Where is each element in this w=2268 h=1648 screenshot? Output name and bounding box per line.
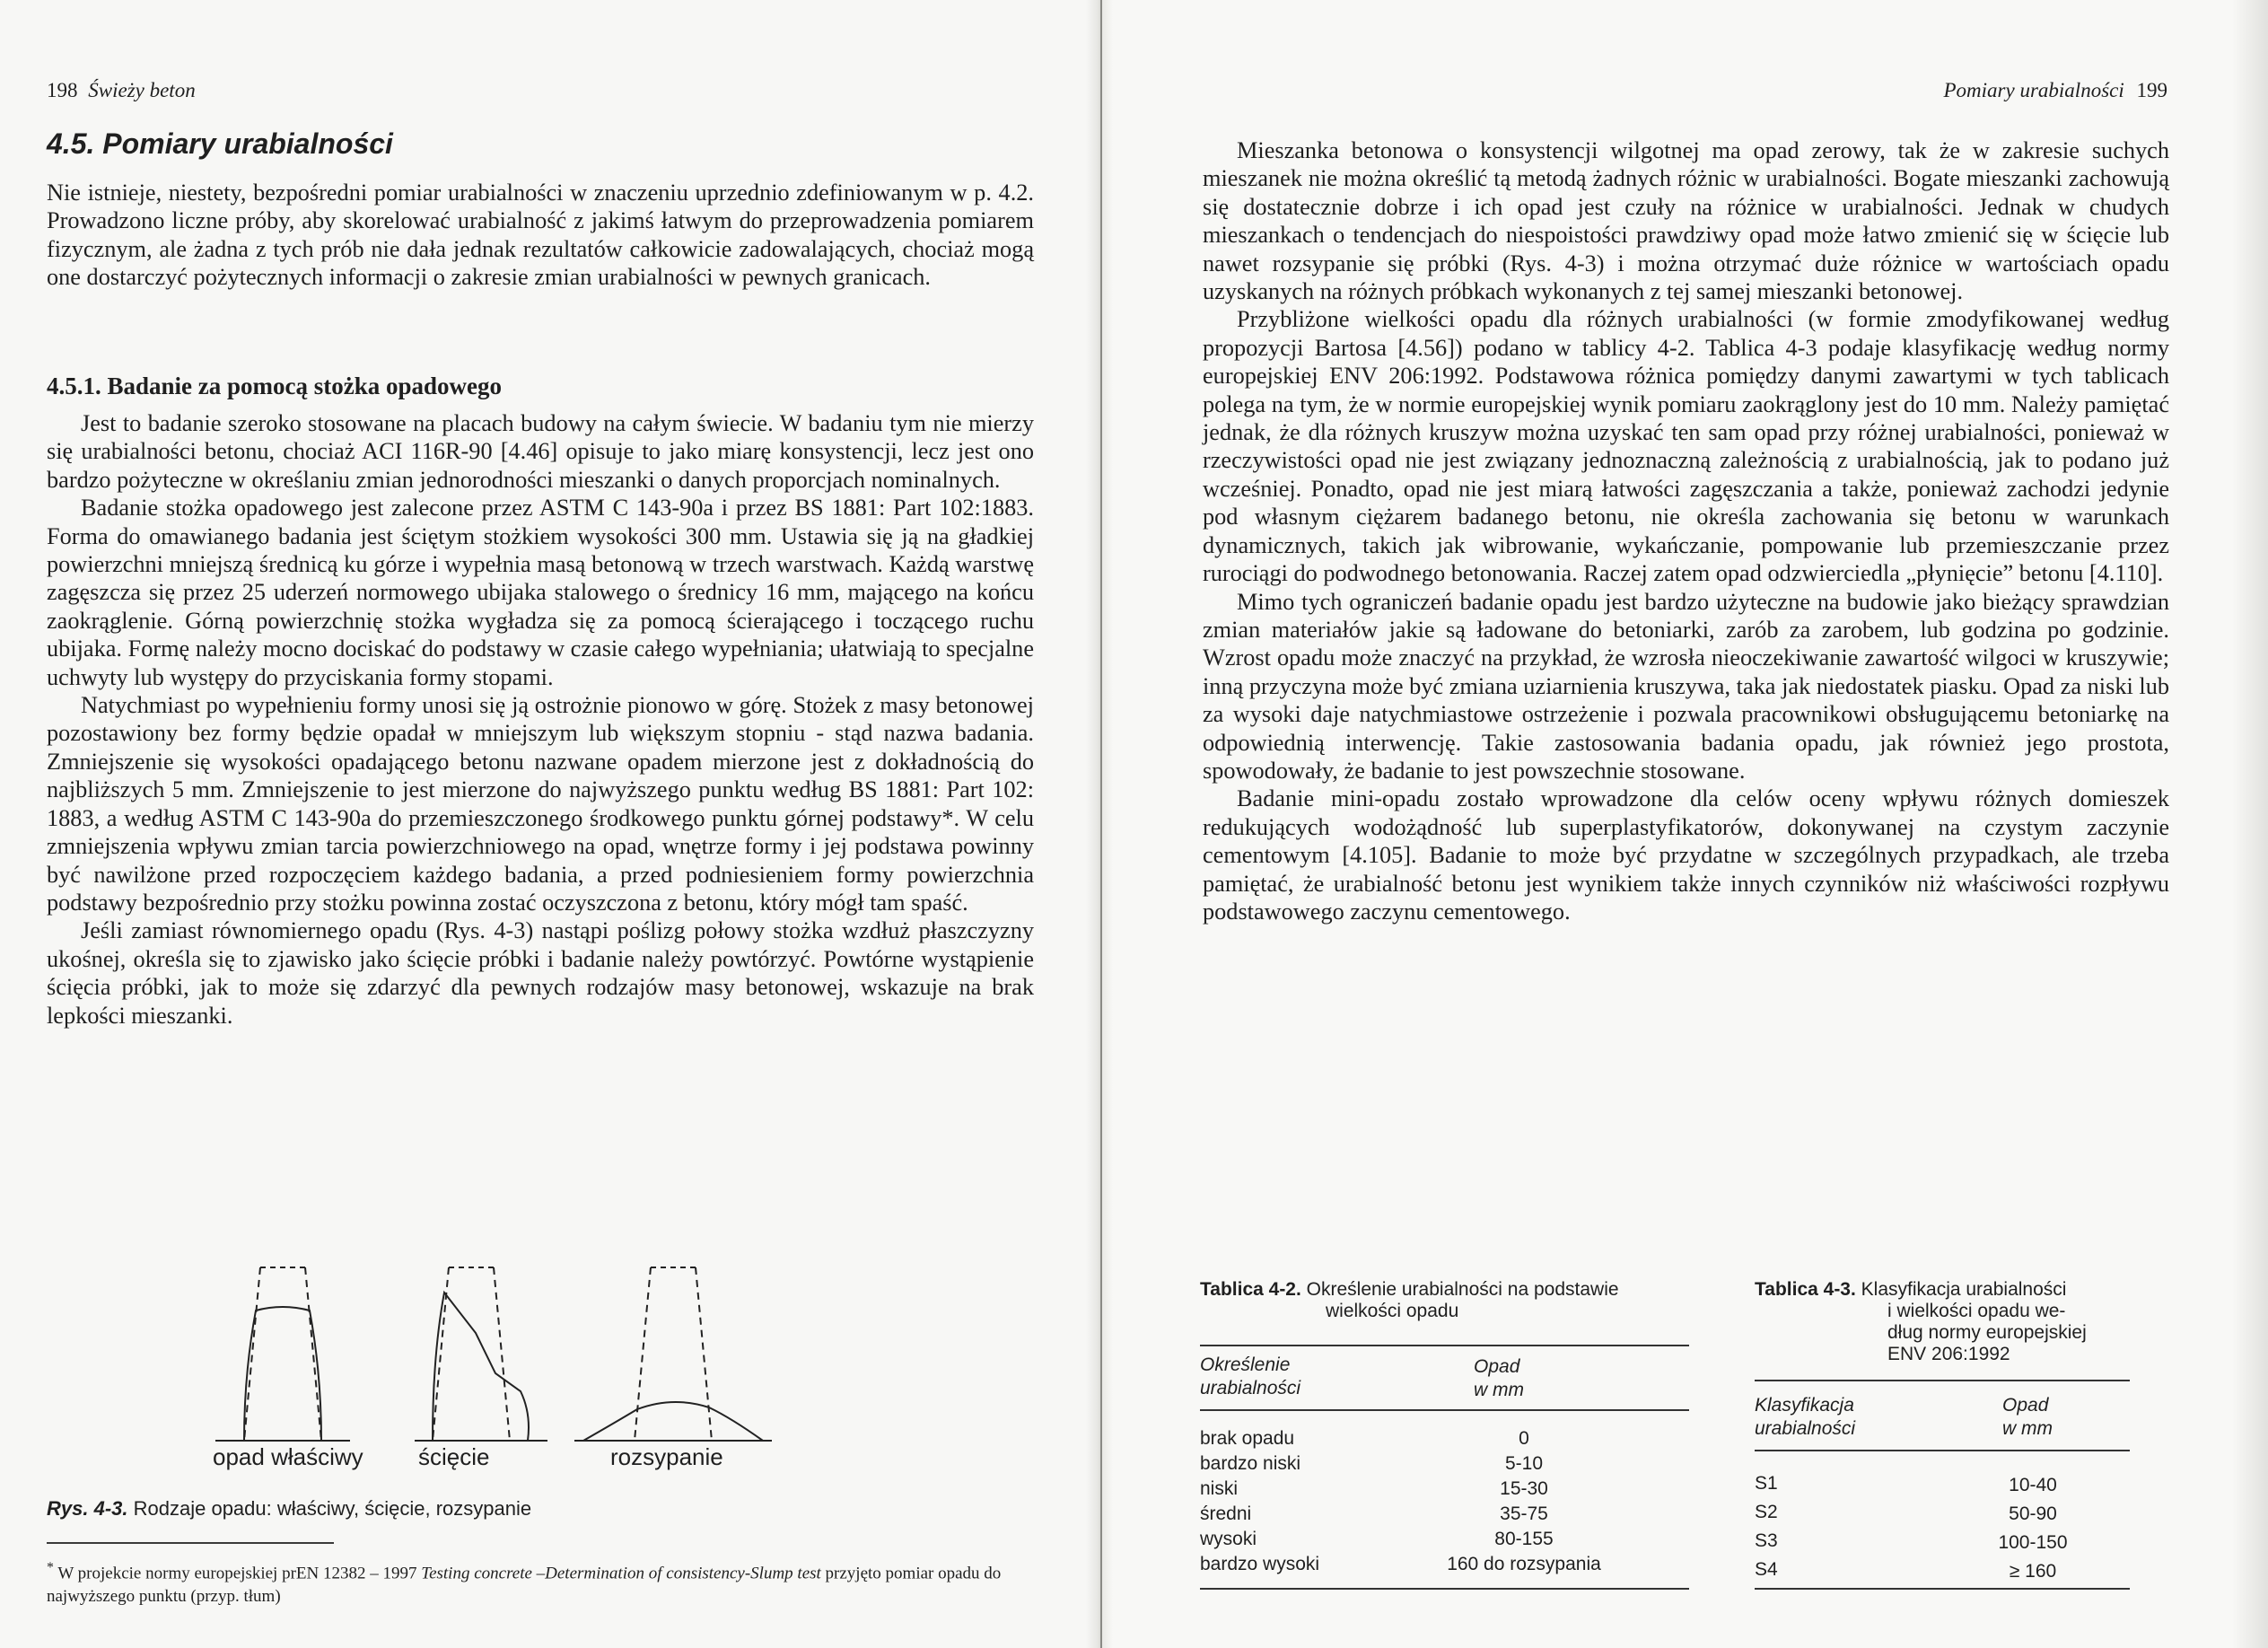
left-paragraph: Natychmiast po wypełnieniu formy unosi się ją ostrożnie pionowo w górę. Stożek z masy betonowej pozostawiony bez formy będzie opadał w mniejszym lub większym stopniu - stąd nazwa badania. Zmniejszenie się wysokości opadającego betonu nazwane opadem mierzone jest z dokładnością do najbliższych 5 mm. Zmniejszenie to jest mierzone do najwyższego punktu według BS 1881: Part 102: 1883, a według ASTM C 143-90a do przemieszczonego środkowego punktu górnej podstawy*. W celu zmniejszenia wpływu zmian tarcia powierzchniowego na opad, wnętrze formy i jej podstawa powinny być nawilżone przed rozpoczęciem każdego badania, a przed podniesieniem formy powierzchnia podstawy bezpośrednio przy stożku powinna zostać oczyszczona z betonu, który mógł tam spaść. (47, 692, 1034, 916)
table-4-3-bottom-rule (1755, 1588, 2130, 1590)
table-4-2-row-name: wysoki (1200, 1529, 1257, 1549)
figure-caption (47, 1497, 531, 1521)
table-4-3-col1-header: urabialności (1755, 1418, 1856, 1439)
book-spine-line (1100, 0, 1102, 1648)
right-paragraph: Mimo tych ograniczeń badanie opadu jest bardzo użyteczne na budowie jako bieżący sprawdzian zmian materiałów jakie są ładowane do betoniarki, zarób za zarobem, lub godzina po godzinie. Wzrost opadu może znaczyć na przykład, że wzrosła nieoczekiwanie zawartość wilgoci w kruszywie; inną przyczyna może być zmiana uziarnienia kruszywa, taka jak niedostatek piasku. Opad za niski lub za wysoki daje natychmiastowe ostrzeżenie i pozwala pracownikowi obsługującemu betoniarkę na odpowiednią interwencję. Takie zastosowania badania opadu, jak również jego prostota, spowodowały, że badanie to jest powszechnie stosowane. (1203, 588, 2169, 784)
table-4-2-col2-header: w mm (1474, 1380, 1524, 1400)
subsection-heading: 4.5.1. Badanie za pomocą stożka opadowego (47, 373, 503, 399)
right-page (1099, 0, 2268, 1648)
table-4-2-col1-header: urabialności (1200, 1378, 1301, 1398)
slump-types-figure (206, 1257, 781, 1463)
table-4-2-row-name: brak opadu (1200, 1428, 1295, 1449)
table-4-2-row-name: niski (1200, 1478, 1239, 1499)
footnote-mark: * (47, 1560, 54, 1575)
table-4-3-row-name: S1 (1755, 1473, 1778, 1494)
footnote-standard-title: Testing concrete –Determination of consistency-Slump test (421, 1564, 821, 1583)
table-4-3-row-value: 10-40 (2009, 1475, 2057, 1495)
footnote-rule (47, 1542, 334, 1544)
right-paragraph: Badanie mini-opadu zostało wprowadzone dla celów oceny wpływu różnych domieszek redukujących wodożądność lub superplastyfikatorów, dokonywanej na czystym zaczynie cementowym [4.105]. Badanie to może być przydatne w szczególnych przypadkach, ale trzeba pamiętać, że urabialność betonu jest wynikiem także innych czynników niż właściwości rozpływu podstawowego zaczynu cementowego. (1203, 785, 2169, 925)
footnote: * W projekcie normy europejskiej prEN 12382 – 1997 Testing concrete –Determination of consistency-Slump test przyjęto pomiar opadu do najwyższego punktu (przyp. tłum) (47, 1560, 1002, 1607)
table-4-2-row-value: 5-10 (1504, 1453, 1544, 1474)
table-4-2 (1200, 1279, 1689, 1602)
table-4-3-row-value: 100-150 (1998, 1532, 2068, 1553)
right-page-number: 199 (2136, 79, 2167, 101)
collapse-slump-drawing (574, 1267, 772, 1441)
page-edge-shade (2232, 0, 2268, 1648)
table-4-3-row-name: S2 (1755, 1502, 1778, 1522)
table-4-3-row-name: S4 (1755, 1559, 1778, 1580)
left-paragraph: Jeśli zamiast równomiernego opadu (Rys. 4-3) nastąpi poślizg połowy stożka wzdłuż płaszczyzny ukośnej, określa się to zjawisko jako ścięcie próbki i badanie należy powtórzyć. Powtórne wystąpienie ścięcia próbki, jak to może się zdarzyć dla pewnych rodzajów masy betonowej, wskazuje na brak lepkości mieszanki. (47, 917, 1034, 1029)
table-4-2-row-value: 35-75 (1500, 1503, 1548, 1524)
left-page-number: 198 (47, 79, 78, 101)
figure-label-shear: ścięcie (418, 1443, 490, 1470)
table-4-3-row-value: 50-90 (2009, 1503, 2057, 1524)
table-4-2-title: Tablica 4-2. Określenie urabialności na podstawie wielkości opadu (1200, 1279, 1619, 1321)
left-running-header (47, 79, 196, 102)
table-4-2-col1-header: Określenie (1200, 1354, 1291, 1375)
left-page (0, 0, 1099, 1648)
intro-paragraph: Nie istnieje, niestety, bezpośredni pomiar urabialności w znaczeniu uprzednio zdefiniowanym w p. 4.2. Prowadzono liczne próby, aby skorelować urabialność z jakimś łatwym do przeprowadzenia pomiarem fizycznym, ale żadna z tych prób nie dała jednak rezultatów całkowicie zadowalających, chociaż mogą one dostarczyć pożytecznych informacji o zakresie zmian urabialności w pewnych granicach. (47, 180, 1034, 291)
left-paragraph: Badanie stożka opadowego jest zalecone przez ASTM C 143-90a i przez BS 1881: Part 102:1883. Forma do omawianego badania jest ściętym stożkiem wysokości 300 mm. Ustawia się ją na gładkiej powierzchni mniejszą średnicą ku górze i wypełnia masą betonową w trzech warstwach. Każdą warstwę zagęszcza się przez 25 uderzeń normowego ubijaka stalowego o średnicy 16 mm, mającego na końcu zaokrąglenie. Górną powierzchnię stożka wygładza się za pomocą ścierającego i toczącego ruchu ubijaka. Formę należy mocno dociskać do podstawy w czasie całego wypełniania; ułatwiają to specjalne uchwyty lub występy do przyciskania formy stopami. (47, 495, 1034, 690)
table-4-3-top-rule (1755, 1380, 2130, 1381)
shear-slump-drawing (415, 1267, 547, 1441)
table-4-3-row-value: ≥ 160 (2009, 1561, 2057, 1582)
table-4-2-row-value: 0 (1519, 1428, 1529, 1449)
right-body-text (1203, 136, 2169, 925)
left-header-title: Świeży beton (88, 79, 196, 101)
table-4-3-col2-header: Opad (2002, 1395, 2049, 1416)
figure-label-true: opad właściwy (213, 1443, 363, 1470)
table-4-3-header-rule (1755, 1450, 2130, 1451)
figure-caption-text: Rodzaje opadu: właściwy, ścięcie, rozsypanie (133, 1497, 532, 1520)
table-4-2-row-value: 15-30 (1500, 1478, 1548, 1499)
table-4-3-title: Tablica 4-3. Klasyfikacja urabialności i wielkości opadu we- dług normy europejskiej ENV 206:1992 (1755, 1279, 2087, 1364)
table-4-3-row-name: S3 (1755, 1530, 1778, 1551)
table-4-2-row-name: bardzo niski (1200, 1453, 1301, 1474)
right-header-title: Pomiary urabialności (1943, 79, 2124, 101)
table-4-2-header-rule (1200, 1409, 1689, 1411)
true-slump-drawing (215, 1267, 350, 1441)
figure-label-collapse: rozsypanie (610, 1443, 723, 1470)
table-4-3-col1-header: Klasyfikacja (1755, 1395, 1854, 1416)
right-paragraph: Mieszanka betonowa o konsystencji wilgotnej ma opad zerowy, tak że w zakresie suchych mieszanek nie można określić tą metodą żadnych różnic w urabialności. Bogate mieszanki zachowują się dostatecznie dobrze i ich opad jest czuły na różnice w urabialności. Jednak w chudych mieszankach o tendencjach do niespoistości prawdziwy opad może łatwo zmienić się w ścięcie lub nawet rozsypanie się próbki (Rys. 4-3) i można otrzymać duże różnice w wartościach opadu uzyskanych na różnych próbkach wykonanych z tej samej mieszanki betonowej. (1203, 137, 2169, 305)
left-paragraph: Jest to badanie szeroko stosowane na placach budowy na całym świecie. W badaniu tym nie mierzy się urabialności betonu, chociaż ACI 116R-90 [4.46] opisuje to jako miarę konsystencji, lecz jest ono bardzo pożyteczne w określaniu zmian jednorodności mieszanki o danych proporcjach nominalnych. (47, 410, 1034, 493)
left-body-text (47, 409, 1034, 1030)
section-heading: 4.5. Pomiary urabialności (47, 127, 393, 160)
figure-caption-label: Rys. 4-3. (47, 1497, 128, 1520)
table-4-3 (1755, 1279, 2130, 1602)
table-4-2-col2-header: Opad (1474, 1356, 1520, 1377)
table-4-2-row-value: 160 do rozsypania (1447, 1554, 1601, 1574)
right-running-header (1944, 79, 2168, 102)
book-gutter (1086, 0, 1113, 1648)
right-paragraph: Przybliżone wielkości opadu dla różnych urabialności (w formie zmodyfikowanej według propozycji Bartosa [4.56]) podano w tablicy 4-2. Tablica 4-3 podaje klasyfikację według normy europejskiej ENV 206:1992. Podstawowa różnica pomiędzy danymi zawartymi w tych tablicach polega na tym, że w normie europejskiej wynik pomiaru zaokrąglony jest do 10 mm. Należy pamiętać jednak, że dla różnych kruszyw można uzyskać ten sam opad przy różnej urabialności, ponieważ w rzeczywistości opad nie jest związany jednoznaczną zależnością z urabialnością, jak to podano już wcześniej. Ponadto, opad nie jest miarą łatwości zagęszczania a także, ponieważ zachodzi jedynie pod własnym ciężarem badanego betonu, nie określa zachowania się betonu w warunkach dynamicznych, takich jak wibrowanie, wykańczanie, pompowanie lub przemieszczanie przez rurociągi do podwodnego betonowania. Raczej zatem opad odzwierciedla „płynięcie” betonu [4.110]. (1203, 306, 2169, 587)
table-4-2-row-value: 80-155 (1494, 1529, 1554, 1549)
table-4-2-bottom-rule (1200, 1588, 1689, 1590)
table-4-2-top-rule (1200, 1345, 1689, 1346)
table-4-3-col2-header: w mm (2002, 1418, 2053, 1439)
table-4-2-row-name: bardzo wysoki (1200, 1554, 1320, 1574)
table-4-2-row-name: średni (1200, 1503, 1252, 1524)
